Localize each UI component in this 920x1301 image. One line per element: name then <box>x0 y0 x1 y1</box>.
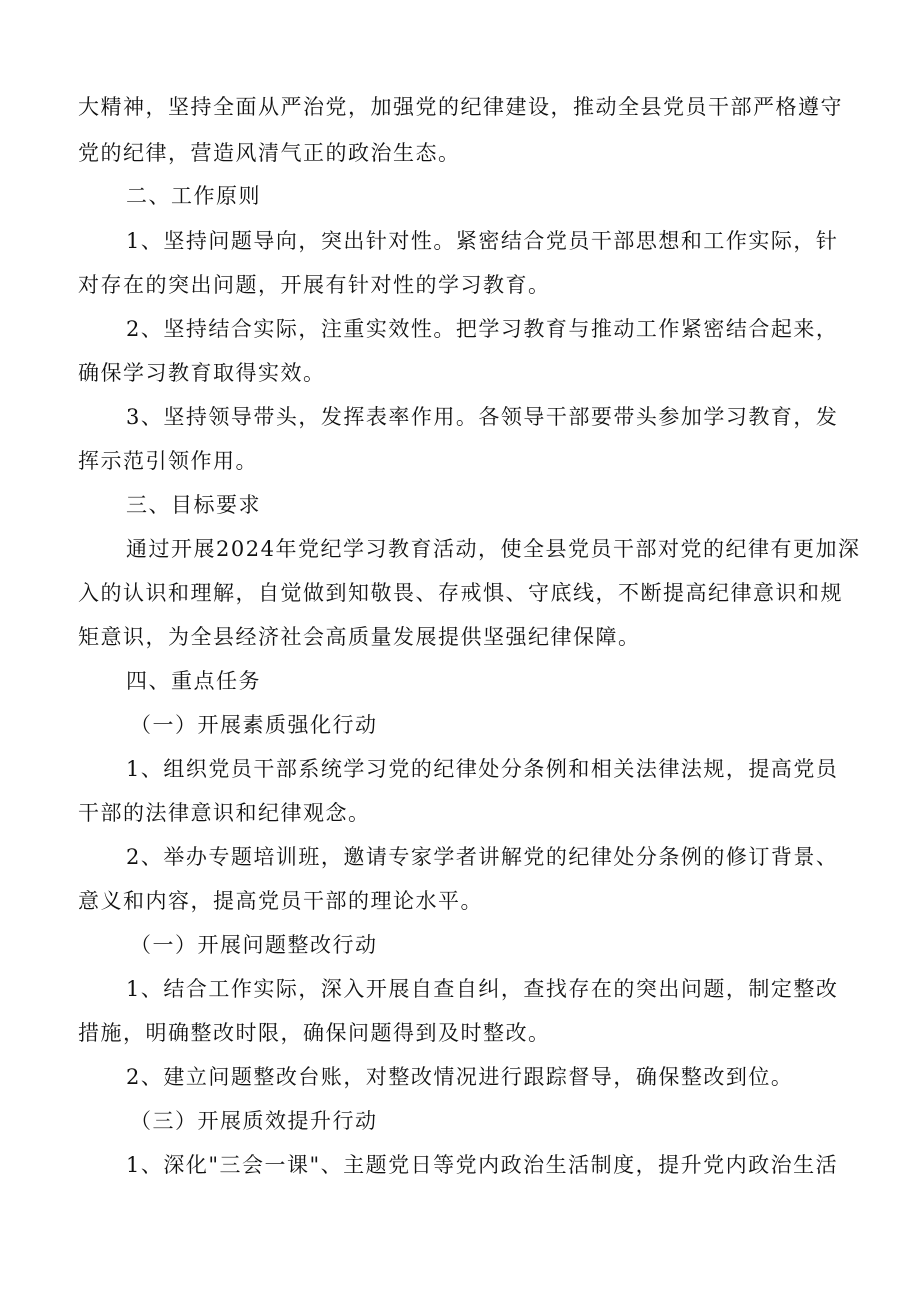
goals-line-1: 通过开展2024年党纪学习教育活动，使全县党员干部对党的纪律有更加深 <box>126 537 861 561</box>
task-1-2-line-1: 2、举办专题培训班，邀请专家学者讲解党的纪律处分条例的修订背景、 <box>126 845 839 869</box>
task-2-2-line-1: 2、建立问题整改台账，对整改情况进行跟踪督导，确保整改到位。 <box>126 1065 794 1089</box>
paragraph-line-2: 党的纪律，营造风清气正的政治生态。 <box>78 141 461 165</box>
section-heading-principles: 二、工作原则 <box>126 184 261 208</box>
goals-line-3: 矩意识，为全县经济社会高质量发展提供坚强纪律保障。 <box>78 625 641 649</box>
subsection-heading-efficiency: （三）开展质效提升行动 <box>130 1109 378 1133</box>
task-3-1-line-1: 1、深化"三会一课"、主题党日等党内政治生活制度，提升党内政治生活 <box>126 1153 839 1177</box>
principle-1-line-1: 1、坚持问题导向，突出针对性。紧密结合党员干部思想和工作实际，针 <box>126 229 839 253</box>
goals-line-2: 入的认识和理解，自觉做到知敬畏、存戒惧、守底线，不断提高纪律意识和规 <box>78 581 843 605</box>
principle-2-line-1: 2、坚持结合实际，注重实效性。把学习教育与推动工作紧密结合起来， <box>126 317 839 341</box>
section-heading-goals: 三、目标要求 <box>126 493 261 517</box>
principle-3-line-1: 3、坚持领导带头，发挥表率作用。各领导干部要带头参加学习教育，发 <box>126 405 839 429</box>
task-1-1-line-2: 干部的法律意识和纪律观念。 <box>78 801 371 825</box>
task-2-1-line-2: 措施，明确整改时限，确保问题得到及时整改。 <box>78 1021 551 1045</box>
section-heading-tasks: 四、重点任务 <box>126 669 261 693</box>
task-2-1-line-1: 1、结合工作实际，深入开展自查自纠，查找存在的突出问题，制定整改 <box>126 977 839 1001</box>
subsection-heading-rectification: （一）开展问题整改行动 <box>130 933 378 957</box>
principle-3-line-2: 挥示范引领作用。 <box>78 449 258 473</box>
subsection-heading-quality: （一）开展素质强化行动 <box>130 713 378 737</box>
paragraph-line-1: 大精神，坚持全面从严治党，加强党的纪律建设，推动全县党员干部严格遵守 <box>78 95 843 119</box>
task-1-1-line-1: 1、组织党员干部系统学习党的纪律处分条例和相关法律法规，提高党员 <box>126 757 839 781</box>
task-1-2-line-2: 意义和内容，提高党员干部的理论水平。 <box>78 889 483 913</box>
principle-2-line-2: 确保学习教育取得实效。 <box>78 361 326 385</box>
principle-1-line-2: 对存在的突出问题，开展有针对性的学习教育。 <box>78 273 551 297</box>
